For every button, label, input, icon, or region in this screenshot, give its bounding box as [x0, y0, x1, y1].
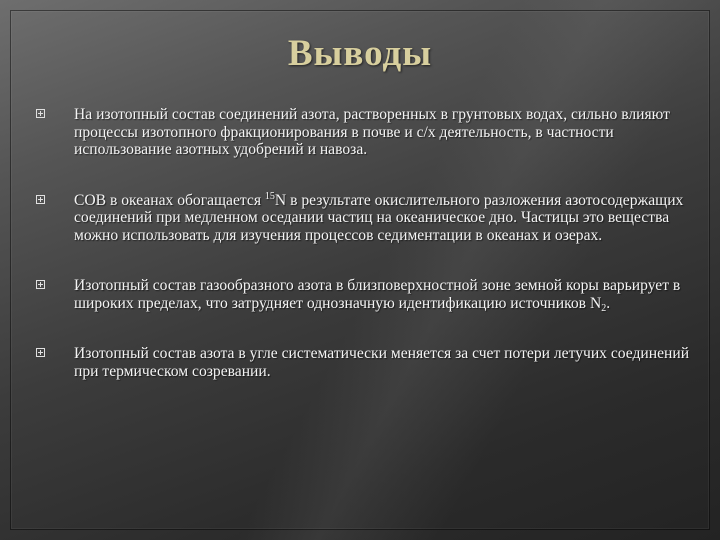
boxed-plus-icon [36, 109, 45, 118]
isotope-superscript: 15 [264, 190, 275, 202]
boxed-plus-icon [36, 280, 45, 289]
boxed-plus-icon [36, 348, 45, 357]
bullet-text-end: N в результате окислительного разложения азотосодержащих соединений при медленном оседании частиц на океаническое дно. Частицы это вещества можно использовать для изучения процессов седиментации в океанах и озерах. [74, 191, 684, 244]
bullet-item-3 [36, 277, 700, 312]
bullet-item-2 [36, 192, 700, 245]
bullet-text: Изотопный состав азота в угле систематически меняется за счет потери летучих соединений при термическом созревании. [74, 345, 690, 380]
bullet-text: На изотопный состав соединений азота, растворенных в грунтовых водах, сильно влияют процессы изотопного фракционирования в почве и с/х деятельность, в частности использование азотных удобрений и навоза. [74, 106, 670, 158]
bullet-item-1 [36, 106, 700, 159]
formula-subscript: 2 [601, 302, 607, 314]
bullet-text-end: . [606, 294, 611, 312]
bullet-text-start: Изотопный состав газообразного азота в близповерхностной зоне земной коры варьирует в широких пределах, что затрудняет однозначную идентификацию источников N [74, 277, 681, 312]
bullet-item-4 [36, 345, 700, 380]
bullet-text-start: СОВ в океанах обогащается [74, 191, 265, 209]
boxed-plus-icon [36, 195, 45, 204]
slide-title: Выводы [287, 33, 433, 74]
bullet-list [36, 106, 700, 380]
